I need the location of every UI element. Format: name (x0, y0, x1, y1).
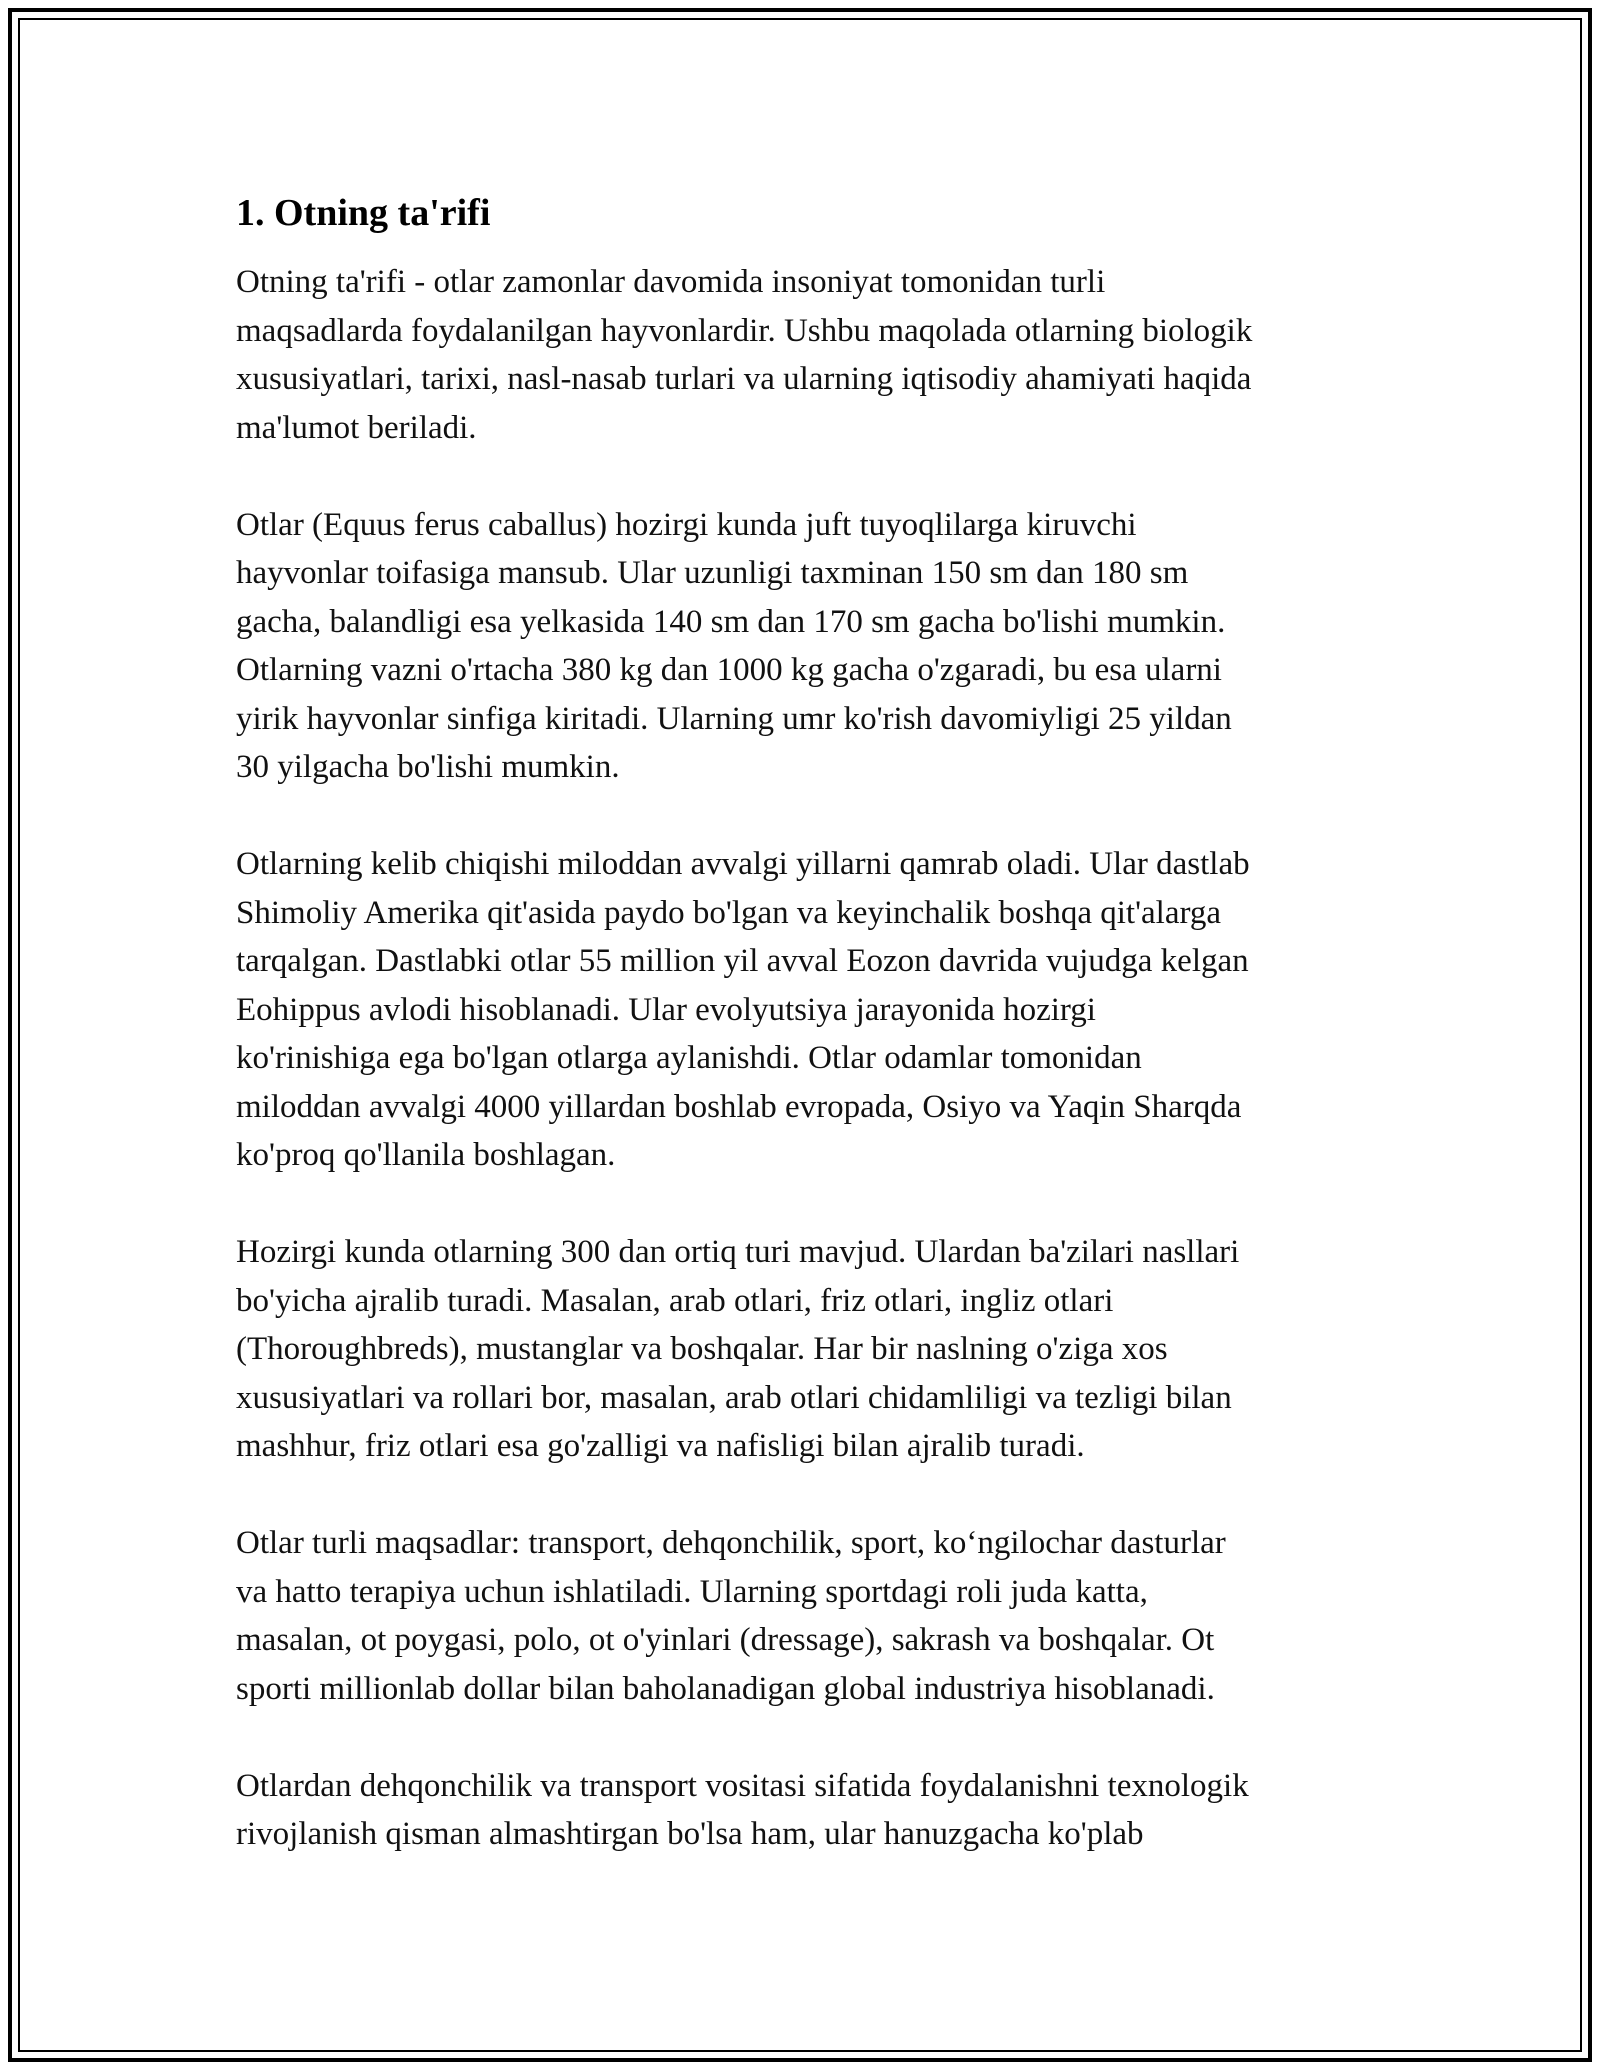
text-line: Otlar (Equus ferus caballus) hozirgi kunda juft tuyoqlilarga kiruvchi (236, 506, 1137, 543)
text-line: sporti millionlab dollar bilan baholanadigan global industriya hisoblanadi. (236, 1670, 1215, 1707)
text-line: maqsadlarda foydalanilgan hayvonlardir. Ushbu maqolada otlarning biologik (236, 312, 1253, 349)
text-line: yirik hayvonlar sinfiga kiritadi. Ularning umr ko'rish davomiyligi 25 yildan (236, 700, 1232, 737)
text-line: hayvonlar toifasiga mansub. Ular uzunligi taxminan 150 sm dan 180 sm (236, 555, 1189, 591)
paragraph-history (236, 840, 1376, 1180)
paragraph-biology (236, 501, 1376, 792)
text-line: 30 yilgacha bo'lishi mumkin. (236, 749, 620, 785)
text-line: Otlarning vazni o'rtacha 380 kg dan 1000 kg gacha o'zgaradi, bu esa ularni (236, 652, 1222, 688)
text-line: Otlarning kelib chiqishi miloddan avvalgi yillarni qamrab oladi. Ular dastlab (236, 846, 1250, 882)
text-line: rivojlanish qisman almashtirgan bo'lsa ham, ular hanuzgacha ko'plab (236, 1816, 1144, 1852)
text-line: Eohippus avlodi hisoblanadi. Ular evolyutsiya jarayonida hozirgi (236, 991, 1096, 1028)
text-line: mashhur, friz otlari esa go'zalligi va nafisligi bilan ajralib turadi. (236, 1428, 1085, 1464)
document-body (236, 186, 1376, 1859)
text-line: Otning ta'rifi - otlar zamonlar davomida insoniyat tomonidan turli (236, 264, 1106, 300)
text-line: gacha, balandligi esa yelkasida 140 sm dan 170 sm gacha bo'lishi mumkin. (236, 603, 1226, 640)
text-line: tarqalgan. Dastlabki otlar 55 million yil avval Eozon davrida vujudga kelgan (236, 943, 1249, 979)
text-line: (Thoroughbreds), mustanglar va boshqalar. Har bir naslning o'ziga xos (236, 1331, 1168, 1367)
paragraph-definition (236, 258, 1376, 452)
text-line: Shimoliy Amerika qit'asida paydo bo'lgan va keyinchalik boshqa qit'alarga (236, 894, 1222, 931)
text-line: bo'yicha ajralib turadi. Masalan, arab otlari, friz otlari, ingliz otlari (236, 1282, 1114, 1319)
text-line: ko'rinishiga ega bo'lgan otlarga aylanishdi. Otlar odamlar tomonidan (236, 1040, 1142, 1076)
text-line: xususiyatlari va rollari bor, masalan, arab otlari chidamliligi va tezligi bilan (236, 1379, 1232, 1416)
text-line: Otlardan dehqonchilik va transport vositasi sifatida foydalanishni texnologik (236, 1767, 1249, 1804)
section-heading: 1. Otning ta'rifi (236, 192, 491, 234)
text-line: Hozirgi kunda otlarning 300 dan ortiq turi mavjud. Ulardan ba'zilari nasllari (236, 1234, 1240, 1270)
text-line: masalan, ot poygasi, polo, ot o'yinlari (dressage), sakrash va boshqalar. Ot (236, 1622, 1215, 1658)
text-line: miloddan avvalgi 4000 yillardan boshlab evropada, Osiyo va Yaqin Sharqda (236, 1088, 1242, 1125)
text-line: xususiyatlari, tarixi, nasl-nasab turlari va ularning iqtisodiy ahamiyati haqida (236, 361, 1252, 397)
text-line: ko'proq qo'llanila boshlagan. (236, 1137, 616, 1173)
text-line: va hatto terapiya uchun ishlatiladi. Ularning sportdagi roli juda katta, (236, 1573, 1148, 1610)
paragraph-breeds (236, 1228, 1376, 1471)
paragraph-uses (236, 1519, 1376, 1713)
text-line: ma'lumot beriladi. (236, 409, 477, 446)
text-line: Otlar turli maqsadlar: transport, dehqonchilik, sport, koʻngilochar dasturlar (236, 1525, 1226, 1561)
paragraph-modern (236, 1762, 1376, 1859)
